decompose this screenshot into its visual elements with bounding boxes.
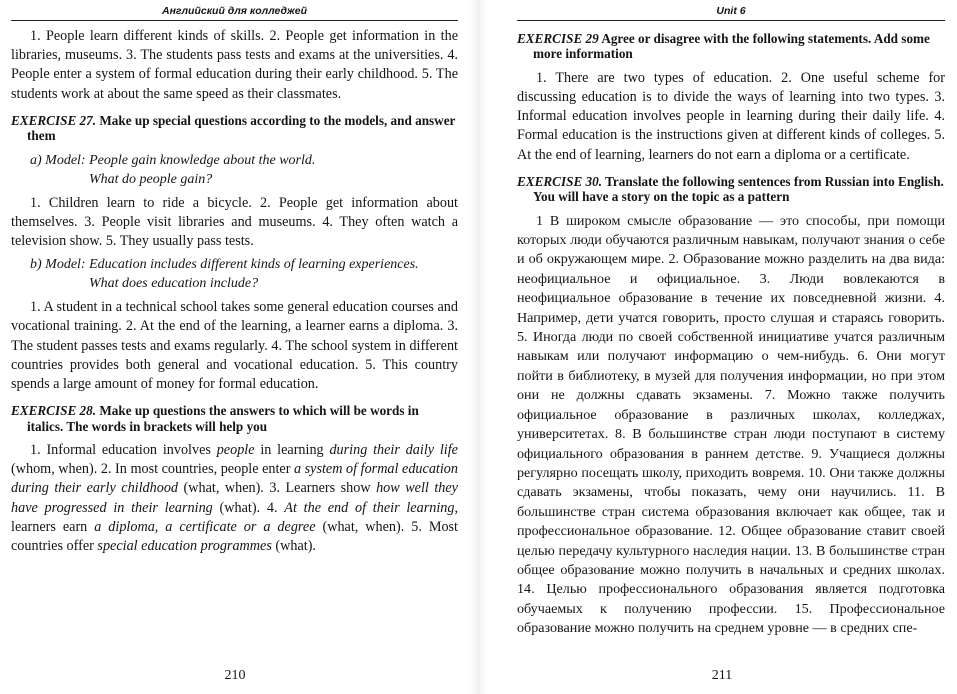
book-gutter <box>470 0 487 694</box>
page-number-right: 211 <box>711 668 733 683</box>
running-head-left: Английский для колледжей <box>11 0 458 21</box>
exercise-28-heading <box>11 403 458 434</box>
model-b <box>30 255 458 293</box>
exercise-30-number: EXERCISE 30. <box>517 173 603 189</box>
text-run: 1. Informal education involves <box>30 442 217 459</box>
model-a-statement: People gain knowledge about the world. <box>89 152 316 168</box>
exercise-27a-paragraph: 1. Children learn to ride a bicycle. 2. People get information about themselves. 3. People visit libraries and museums. 4. They often watch a television show. 5. They usually pass tests. <box>11 194 458 250</box>
model-a-label: a) Model: <box>30 152 86 168</box>
intro-paragraph: 1. People learn different kinds of skills. 2. People get information in the libraries, museums. 3. The students pass tests and exams at the universities. 4. People enter a system of formal education during their early childhood. 5. The students work at about the same speed as their classmates. <box>11 28 458 102</box>
text-run: (what, when). 3. Learners show <box>178 480 377 497</box>
exercise-27-instruction: Make up special questions according to the models, and answer them <box>27 112 456 144</box>
exercise-27-number: EXERCISE 27. <box>11 112 97 128</box>
exercise-27-heading <box>11 113 458 144</box>
italic-phrase: people <box>216 442 255 459</box>
model-b-question: What does education include? <box>89 276 259 292</box>
right-page <box>487 0 957 694</box>
text-run: in learning <box>254 442 330 459</box>
exercise-30-body <box>517 212 945 639</box>
right-page-content <box>517 31 945 639</box>
italic-phrase: a diploma, a certificate or a degree <box>94 518 316 535</box>
exercise-29-number: EXERCISE 29 <box>517 31 599 46</box>
italic-phrase: how well they have progressed in their learning <box>11 480 458 516</box>
text-run: (whom, when). 2. In most countries, people enter <box>11 461 294 478</box>
model-a <box>30 151 458 189</box>
exercise-29-heading <box>517 31 945 62</box>
italic-phrase: a system of formal education during their early childhood <box>11 461 458 497</box>
text-run: (what, when). 5. Most countries offer <box>11 518 459 555</box>
exercise-29-paragraph: 1. There are two types of education. 2. One useful scheme for discussing education is to divide the ways of learning into two types. 3. Informal education involves people in learning during their daily life. 4. Formal education is the instructions given at different kinds of colleges. 5. At the end of learning, learners do not earn a diploma or a certificate. <box>517 69 945 163</box>
italic-phrase: during their daily life <box>329 442 458 459</box>
model-b-label: b) Model: <box>30 257 86 273</box>
model-b-statement: Education includes different kinds of learning experiences. <box>89 257 419 273</box>
exercise-30-instruction: Translate the following sentences from Russian into English. You will have a story on the topic as a pattern <box>533 173 944 205</box>
model-a-question: What do people gain? <box>89 171 213 187</box>
exercise-27b-paragraph: 1. A student in a technical school takes some general education courses and vocational training. 2. At the end of the learning, a learner earns a diploma. 3. The student passes tests and exams regularly. 4. The school system in different countries provides both general and vocational education. 5. This country spends a large amount of money for formal education. <box>11 299 458 393</box>
left-page-content <box>11 27 458 556</box>
text-run: (what). 4. <box>212 499 285 516</box>
italic-phrase: special education programmes <box>97 538 272 555</box>
left-page <box>0 0 470 694</box>
running-head-right: Unit 6 <box>517 0 945 21</box>
text-run: (what). <box>271 538 316 555</box>
text-run: , learners earn <box>11 499 458 535</box>
exercise-28-number: EXERCISE 28. <box>11 403 97 419</box>
page-number-left: 210 <box>224 668 246 683</box>
exercise-30-paragraph: 1 В широком смысле образование — это способы, при помощи которых люди обучаются различным навыкам, получают знания о себе и об окружающем мире. 2. Образование можно разделить на два вида: неофициальное и официальное. 3. Люди вовлекаются в неофициальное образование в течение их повседневной жизни. 4. Например, дети учатся говорить, просто слушая и стараясь говорить. 5. Иногда люди по своей собственной инициативе учатся различным навыкам или получают информацию о чем-нибудь. 6. Они могут пойти в библиотеку, в музей для получения информации, но при этом они не должны сдавать экзамены. 7. Можно также получить официальное образование в различных школах, колледжах, университетах. 8. В большинстве стран люди поступают в систему официального образования в раннем детстве. 9. Учащиеся должны регулярно посещать школу, приходить вовремя. 10. Они также должны сдавать экзамены, чтобы показать, чему они научились. 11. В большинстве стран система образования включает как общее, так и профессиональное образование. 12. Общее образование ставит своей целью передачу культурного наследия нации. 13. В большинстве стран общее образование можно получить в начальных и средних школах. 14. Целью профессионального образования является подготовка обучаемых к получению профессии. 15. Профессиональное образование можно получить на среднем уровне — в средних спе- <box>517 212 945 637</box>
exercise-28-paragraph <box>11 441 458 556</box>
exercise-28-instruction: Make up questions the answers to which will be words in italics. The words in brackets will help you <box>27 403 419 434</box>
italic-phrase: At the end of their learning <box>284 499 455 516</box>
exercise-30-heading <box>517 174 945 205</box>
exercise-29-instruction: Agree or disagree with the following statements. Add some more information <box>533 31 930 62</box>
